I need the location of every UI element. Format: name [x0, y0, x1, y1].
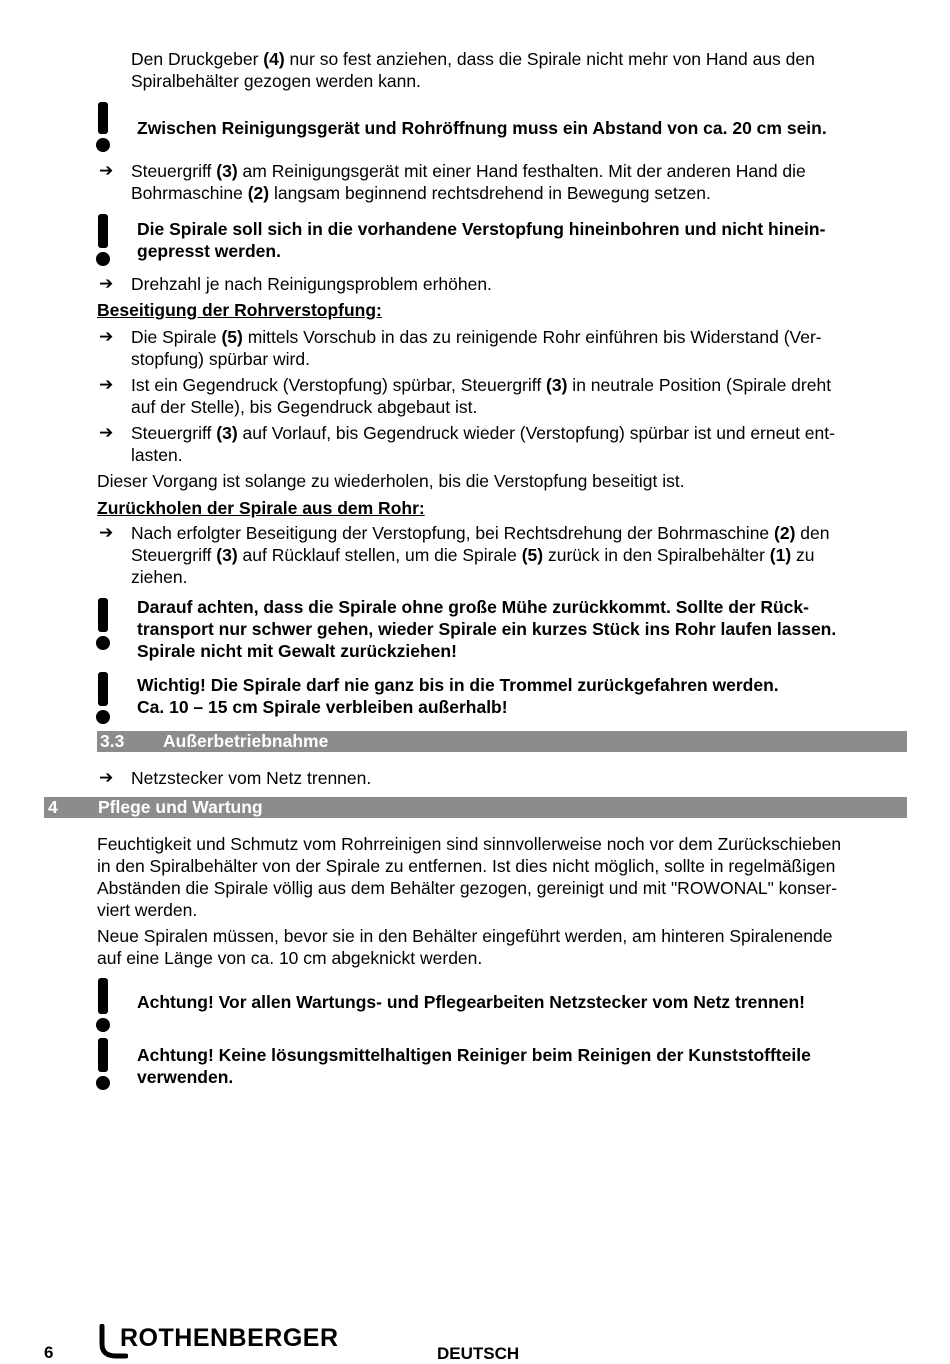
- arrow-right-icon: ➔: [99, 375, 114, 395]
- arrow-right-icon: ➔: [99, 327, 114, 347]
- body-paragraph: Dieser Vorgang ist solange zu wiederholen, bis die Verstopfung beseitigt ist.: [97, 471, 685, 491]
- exclamation-icon: [96, 1038, 110, 1090]
- arrow-right-icon: ➔: [99, 423, 114, 443]
- warning-note: Darauf achten, dass die Spirale ohne große Mühe zurückkommt. Sollte der Rück- transport nur schwer gehen, wieder Spirale ein kurzes Stück ins Rohr laufen lassen. Spirale nicht mit Gewalt zurückziehen!: [137, 597, 837, 661]
- warning-note: Wichtig! Die Spirale darf nie ganz bis in die Trommel zurückgefahren werden. Ca. 10 – 15 cm Spirale verbleiben außerhalb!: [137, 675, 779, 717]
- intro-paragraph: Den Druckgeber (4) nur so fest anziehen, dass die Spirale nicht mehr von Hand aus den Spiralbehälter gezogen werden kann.: [131, 49, 815, 91]
- body-paragraph: Neue Spiralen müssen, bevor sie in den Behälter eingeführt werden, am hinteren Spiralenende auf eine Länge von ca. 10 cm abgeknickt werden.: [97, 926, 833, 968]
- instruction-step: Steuergriff (3) auf Vorlauf, bis Gegendruck wieder (Verstopfung) spürbar ist und erneut ent- lasten.: [131, 423, 835, 465]
- instruction-step: Netzstecker vom Netz trennen.: [131, 768, 372, 788]
- exclamation-icon: [96, 214, 110, 266]
- instruction-step: Die Spirale (5) mittels Vorschub in das zu reinigende Rohr einführen bis Widerstand (Ver- stopfung) spürbar wird.: [131, 327, 822, 369]
- exclamation-icon: [96, 102, 110, 150]
- instruction-step: Steuergriff (3) am Reinigungsgerät mit einer Hand festhalten. Mit der anderen Hand die Bohrmaschine (2) langsam beginnend rechtsdrehend in Bewegung setzen.: [131, 161, 806, 203]
- arrow-right-icon: ➔: [99, 161, 114, 181]
- instruction-step: Drehzahl je nach Reinigungsproblem erhöhen.: [131, 274, 492, 294]
- language-label: DEUTSCH: [437, 1344, 520, 1363]
- warning-note: Die Spirale soll sich in die vorhandene Verstopfung hineinbohren und nicht hinein- gepresst werden.: [137, 219, 826, 261]
- section-header-3-3: [97, 731, 907, 752]
- subheading-retrieval: Zurückholen der Spirale aus dem Rohr:: [97, 498, 425, 518]
- arrow-right-icon: ➔: [99, 274, 114, 294]
- brand-logo: [96, 1322, 356, 1360]
- warning-note: Achtung! Vor allen Wartungs- und Pflegearbeiten Netzstecker vom Netz trennen!: [137, 992, 806, 1012]
- warning-note: Achtung! Keine lösungsmittelhaltigen Reiniger beim Reinigen der Kunststoffteile verwenden.: [137, 1045, 811, 1087]
- exclamation-icon: [96, 978, 110, 1032]
- subheading-removal: Beseitigung der Rohrverstopfung:: [97, 300, 382, 320]
- arrow-right-icon: ➔: [99, 768, 114, 788]
- section-header-4: [44, 797, 907, 818]
- section-number: 3.3: [100, 731, 125, 751]
- section-title: Außerbetriebnahme: [163, 731, 329, 751]
- exclamation-icon: [96, 672, 110, 724]
- arrow-right-icon: ➔: [99, 523, 114, 543]
- body-paragraph: Feuchtigkeit und Schmutz vom Rohrreinigen sind sinnvollerweise noch vor dem Zurückschieben in den Spiralbehälter von der Spirale zu entfernen. Ist dies nicht möglich, sollte in regelmäßigen Abständen die Spirale völlig aus dem Behälter gezogen, gereinigt und mit "ROWONAL" konser- viert werden.: [97, 834, 842, 920]
- exclamation-icon: [96, 598, 110, 650]
- instruction-step: Nach erfolgter Beseitigung der Verstopfung, bei Rechtsdrehung der Bohrmaschine (2) den Steuergriff (3) auf Rücklauf stellen, um die Spirale (5) zurück in den Spiralbehälter (1) zu ziehen.: [131, 523, 830, 587]
- section-number: 4: [48, 797, 58, 817]
- warning-note: Zwischen Reinigungsgerät und Rohröffnung muss ein Abstand von ca. 20 cm sein.: [137, 118, 827, 138]
- brand-name: ROTHENBERGER: [120, 1324, 339, 1352]
- section-title: Pflege und Wartung: [98, 797, 263, 817]
- page-number: 6: [44, 1343, 54, 1362]
- instruction-step: Ist ein Gegendruck (Verstopfung) spürbar, Steuergriff (3) in neutrale Position (Spirale dreht auf der Stelle), bis Gegendruck abgebaut ist.: [131, 375, 832, 417]
